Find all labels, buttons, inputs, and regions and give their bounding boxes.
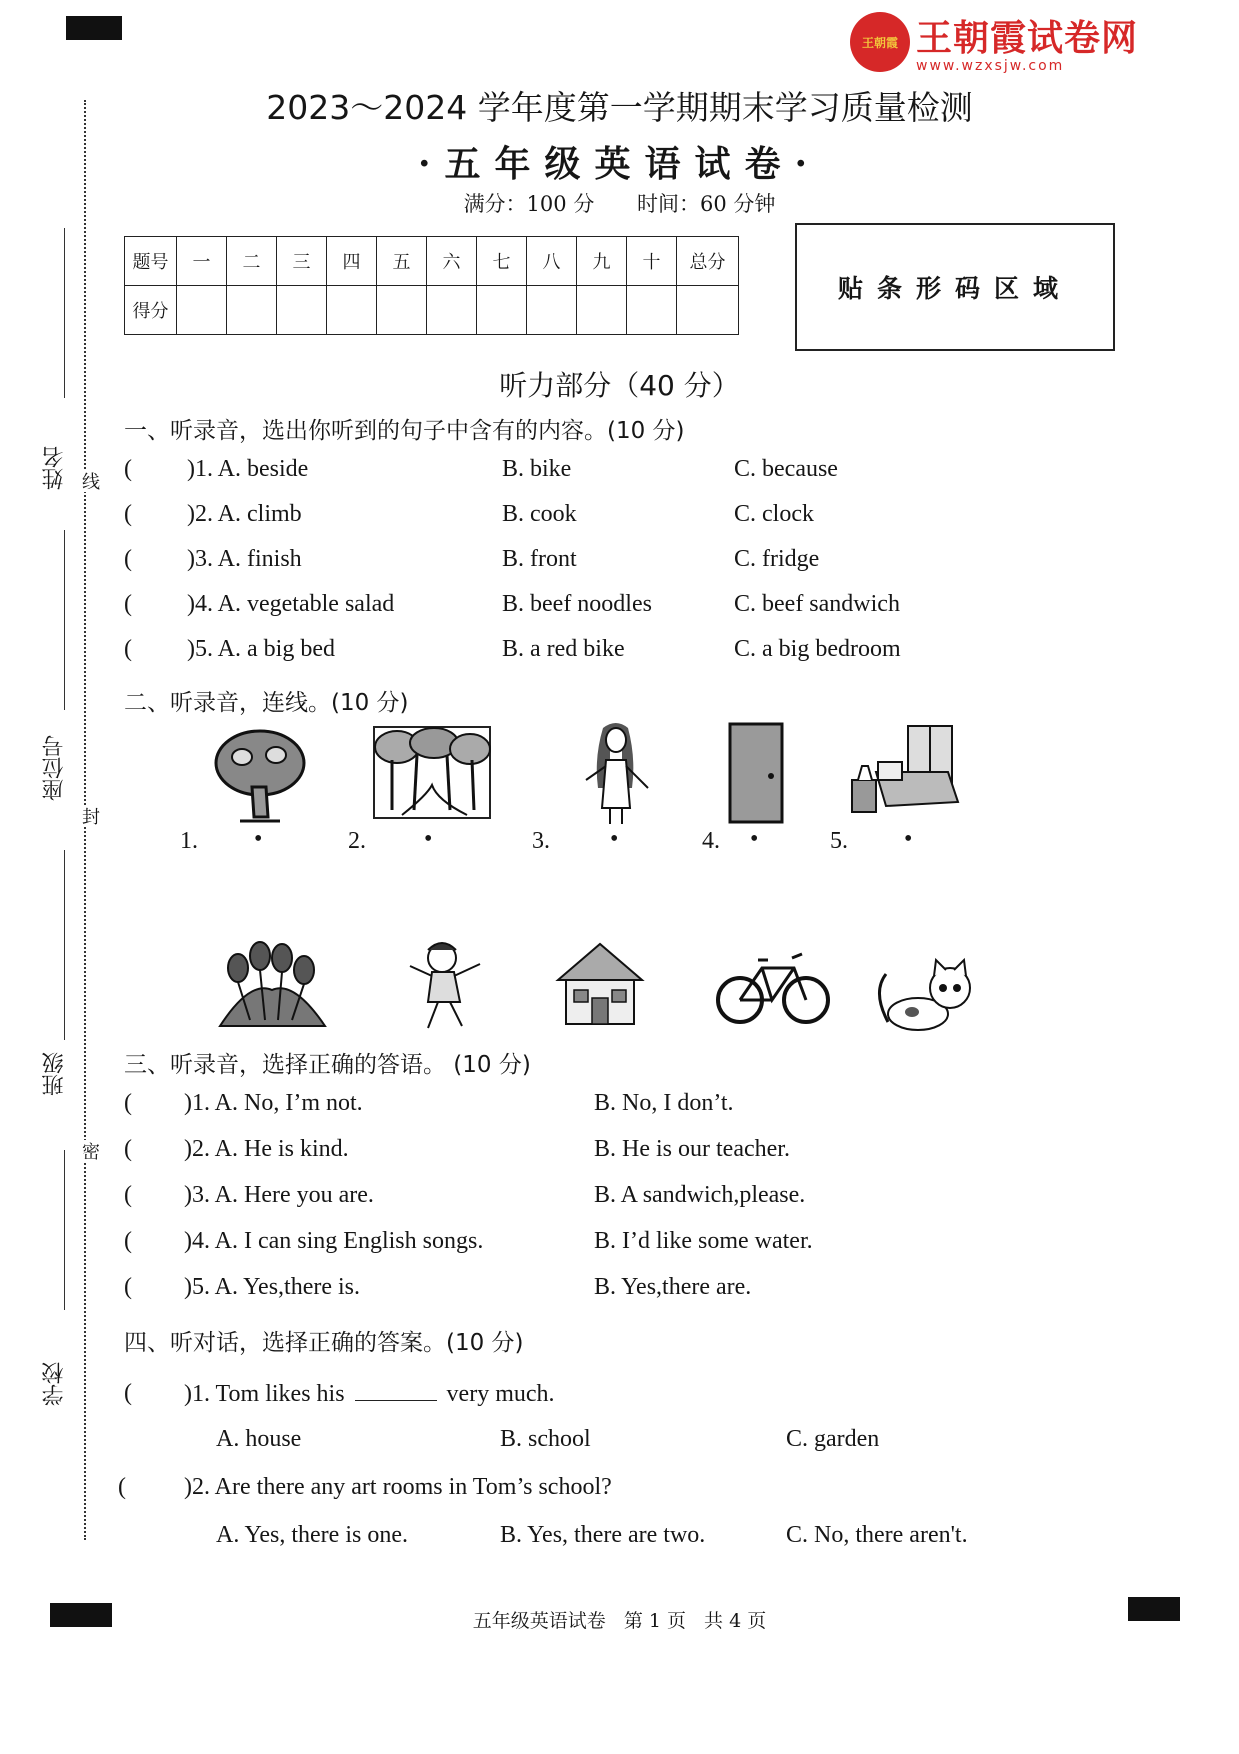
score-cell[interactable] (527, 286, 577, 335)
fill-in-blank[interactable] (355, 1380, 437, 1401)
s1-q1-option-b: B. bike (502, 456, 572, 482)
exam-time: 时间：60 分钟 (637, 192, 776, 216)
s4-question-1 (124, 1380, 1124, 1414)
score-cell[interactable] (627, 286, 677, 335)
score-cell[interactable] (377, 286, 427, 335)
exam-title: 2023～2024 学年度第一学期期末学习质量检测 (266, 88, 973, 127)
score-header-cell: 题号 (125, 237, 177, 286)
answer-paren[interactable]: ( (124, 1182, 132, 1208)
footer-page-number: 第 1 页 (623, 1610, 686, 1632)
s3-q3-option-a: )3. A. Here you are. (184, 1182, 374, 1208)
score-cell[interactable] (177, 286, 227, 335)
score-cell[interactable] (427, 286, 477, 335)
s4-q2-text: )2. Are there any art rooms in Tom’s school? (184, 1474, 612, 1500)
score-cell[interactable] (477, 286, 527, 335)
listening-part-title: 听力部分（40 分） (499, 369, 740, 402)
s3-question-row (124, 1274, 1124, 1308)
s3-q5-option-b: B. Yes,there are. (594, 1274, 752, 1300)
s1-q1-option-a: )1. A. beside (187, 456, 309, 482)
answer-paren[interactable]: ( (124, 1090, 132, 1116)
binding-seal-mark: 封 (79, 807, 100, 825)
logo-name: 王朝霞试卷网 (916, 18, 1139, 59)
score-header-cell: 八 (527, 237, 577, 286)
answer-paren[interactable]: ( (124, 501, 132, 527)
score-header-cell: 三 (277, 237, 327, 286)
s1-q4-option-c: C. beef sandwich (734, 591, 900, 617)
exam-subtitle: ·五年级英语试卷· (417, 143, 822, 185)
binding-name-underline-lower (64, 530, 65, 710)
score-table (124, 236, 739, 335)
flowers-picture (210, 940, 335, 1028)
s1-q4-option-b: B. beef noodles (502, 591, 652, 617)
house-picture (552, 938, 647, 1030)
s3-question-row (124, 1182, 1124, 1216)
score-header-cell: 九 (577, 237, 627, 286)
s4-q1-option-a: A. house (216, 1426, 302, 1452)
logo-url: www.wzxsjw.com (916, 58, 1065, 74)
girl-dancing-picture (400, 936, 490, 1036)
s1-question-row (124, 591, 1124, 625)
s3-question-row (124, 1228, 1124, 1262)
score-table-score-row (125, 286, 739, 335)
match-dot[interactable]: • (610, 826, 619, 852)
s3-q1-option-b: B. No, I don’t. (594, 1090, 734, 1116)
score-cell[interactable] (677, 286, 739, 335)
footer-total-pages: 共 4 页 (704, 1610, 767, 1632)
s3-q2-option-b: B. He is our teacher. (594, 1136, 790, 1162)
s4-q1-text-after: very much. (446, 1381, 555, 1407)
binding-seat-underline (64, 850, 65, 1040)
score-header-cell: 总分 (677, 237, 739, 286)
match-number-3: 3. (532, 828, 550, 854)
registration-mark-top-left (66, 16, 122, 40)
s1-q2-option-b: B. cook (502, 501, 577, 527)
match-number-4: 4. (702, 828, 720, 854)
match-dot[interactable]: • (424, 826, 433, 852)
section-2-title: 二、听录音，连线。(10 分) (124, 690, 409, 716)
s3-question-row (124, 1136, 1124, 1170)
answer-paren[interactable]: ( (124, 636, 132, 662)
answer-paren[interactable]: ( (124, 1380, 132, 1406)
section-1-title: 一、听录音，选出你听到的句子中含有的内容。(10 分) (124, 418, 685, 444)
s3-q1-option-a: )1. A. No, I’m not. (184, 1090, 363, 1116)
s4-q1-options (124, 1426, 1124, 1460)
match-dot[interactable]: • (750, 826, 759, 852)
answer-paren[interactable]: ( (124, 591, 132, 617)
s1-q3-option-a: )3. A. finish (187, 546, 302, 572)
binding-school-label: 学校 (42, 1362, 67, 1406)
page-footer (0, 1606, 1239, 1633)
score-header-cell: 四 (327, 237, 377, 286)
s1-question-row (124, 456, 1124, 490)
score-table-header-row (125, 237, 739, 286)
score-cell[interactable] (327, 286, 377, 335)
s1-question-row (124, 636, 1124, 670)
score-cell[interactable] (227, 286, 277, 335)
s4-q2-options (124, 1522, 1124, 1556)
s1-q3-option-b: B. front (502, 546, 577, 572)
s1-q5-option-a: )5. A. a big bed (187, 636, 335, 662)
answer-paren[interactable]: ( (124, 1274, 132, 1300)
s4-q1-text-before: )1. Tom likes his (184, 1381, 345, 1407)
s1-q1-option-c: C. because (734, 456, 838, 482)
score-header-cell: 七 (477, 237, 527, 286)
score-row-label: 得分 (125, 286, 177, 335)
match-number-2: 2. (348, 828, 366, 854)
tree-picture (210, 725, 310, 825)
answer-paren[interactable]: ( (124, 456, 132, 482)
exam-info (0, 188, 1239, 218)
door-picture (726, 722, 786, 826)
score-header-cell: 六 (427, 237, 477, 286)
bicycle-picture (716, 948, 830, 1026)
score-cell[interactable] (577, 286, 627, 335)
binding-line-mark: 线 (79, 472, 100, 490)
s1-q2-option-c: C. clock (734, 501, 814, 527)
s4-question-2 (118, 1474, 1124, 1508)
cat-picture (868, 952, 980, 1038)
section-4-title: 四、听对话，选择正确的答案。(10 分) (124, 1330, 524, 1356)
match-number-5: 5. (830, 828, 848, 854)
s4-q1-option-b: B. school (500, 1426, 591, 1452)
section-3-title: 三、听录音，选择正确的答语。 (10 分) (124, 1052, 531, 1078)
s3-q4-option-b: B. I’d like some water. (594, 1228, 813, 1254)
s4-q1-text (184, 1380, 555, 1408)
s4-q1-option-c: C. garden (786, 1426, 880, 1452)
s1-q2-option-a: )2. A. climb (187, 501, 302, 527)
s3-q3-option-b: B. A sandwich,please. (594, 1182, 806, 1208)
s1-q4-option-a: )4. A. vegetable salad (187, 591, 395, 617)
s1-q5-option-b: B. a red bike (502, 636, 625, 662)
match-number-1: 1. (180, 828, 198, 854)
full-score: 满分：100 分 (463, 192, 595, 216)
binding-class-underline (64, 1150, 65, 1310)
footer-paper-name: 五年级英语试卷 (472, 1610, 606, 1632)
binding-name-label: 姓名 (42, 446, 67, 490)
answer-paren[interactable]: ( (124, 546, 132, 572)
s1-q3-option-c: C. fridge (734, 546, 820, 572)
barcode-area: 贴条形码区域 (795, 223, 1115, 351)
match-dot[interactable]: • (904, 826, 913, 852)
logo-badge-icon: 王朝霞 (850, 12, 910, 72)
s3-question-row (124, 1090, 1124, 1124)
binding-class-label: 班级 (42, 1052, 67, 1096)
binding-secret-mark: 密 (79, 1142, 100, 1160)
match-dot[interactable]: • (254, 826, 263, 852)
binding-seat-label: 座位号 (42, 735, 67, 801)
score-header-cell: 一 (177, 237, 227, 286)
answer-paren[interactable]: ( (118, 1474, 126, 1500)
answer-paren[interactable]: ( (124, 1136, 132, 1162)
answer-paren[interactable]: ( (124, 1228, 132, 1254)
s1-q5-option-c: C. a big bedroom (734, 636, 901, 662)
score-header-cell: 十 (627, 237, 677, 286)
site-logo (850, 10, 1170, 76)
score-cell[interactable] (277, 286, 327, 335)
s3-q2-option-a: )2. A. He is kind. (184, 1136, 349, 1162)
s3-q4-option-a: )4. A. I can sing English songs. (184, 1228, 484, 1254)
score-header-cell: 二 (227, 237, 277, 286)
s4-q2-option-c: C. No, there aren't. (786, 1522, 968, 1548)
forest-picture (372, 725, 492, 820)
s1-question-row (124, 546, 1124, 580)
bedroom-picture (848, 722, 963, 822)
score-header-cell: 五 (377, 237, 427, 286)
s3-q5-option-a: )5. A. Yes,there is. (184, 1274, 361, 1300)
s4-q2-option-a: A. Yes, there is one. (216, 1522, 408, 1548)
s1-question-row (124, 501, 1124, 535)
s4-q2-option-b: B. Yes, there are two. (500, 1522, 706, 1548)
girl-long-hair-picture (568, 718, 663, 828)
